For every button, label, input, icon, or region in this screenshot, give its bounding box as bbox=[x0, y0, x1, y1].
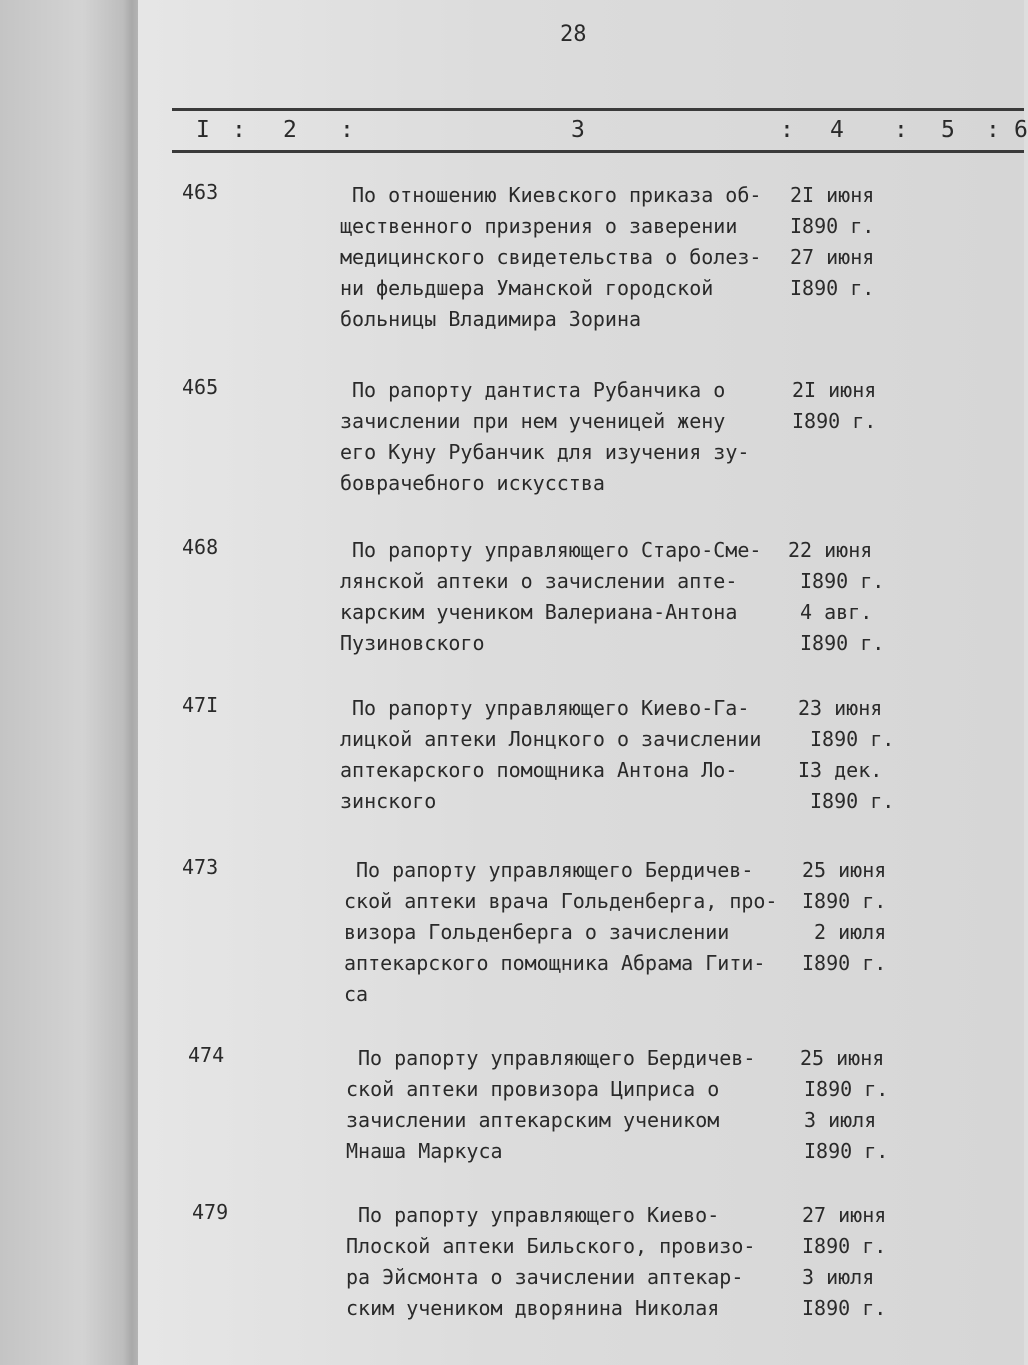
entry-date: 25 июня bbox=[802, 858, 887, 882]
entry-date: 27 июня bbox=[802, 1203, 887, 1227]
header-col-5: 5 bbox=[941, 117, 955, 143]
header-col-6: 6 bbox=[1014, 117, 1028, 143]
entry-dates bbox=[800, 1043, 888, 1167]
entry-line: лицкой аптеки Лонцкого о зачислении bbox=[340, 727, 762, 751]
entry-date: 23 июня bbox=[798, 696, 883, 720]
entry-date: 3 июля bbox=[802, 1265, 875, 1289]
entry-line: зачислении аптекарским учеником bbox=[346, 1108, 720, 1132]
entry-line: зинского bbox=[340, 789, 437, 813]
entry-line: боврачебного искусства bbox=[340, 471, 605, 495]
entry-line: ни фельдшера Уманской городской bbox=[340, 276, 714, 300]
entry-date: 22 июня bbox=[788, 538, 873, 562]
entry-date: 25 июня bbox=[800, 1046, 885, 1070]
entry-line: больницы Владимира Зорина bbox=[340, 307, 642, 331]
entry-line: его Куну Рубанчик для изучения зу- bbox=[340, 440, 750, 464]
header-rule-top bbox=[172, 108, 1024, 111]
entry-number: 468 bbox=[182, 535, 219, 559]
entry-dates bbox=[802, 1200, 886, 1324]
entry-date: 2I июня bbox=[792, 378, 877, 402]
entry-description bbox=[344, 855, 816, 1010]
entry-line: По рапорту управляющего Киево-Га- bbox=[352, 696, 750, 720]
entry-line: карским учеником Валериана-Антона bbox=[340, 600, 738, 624]
entry-line: ским учеником дворянина Николая bbox=[346, 1296, 720, 1320]
entry-number: 479 bbox=[192, 1200, 229, 1224]
entry-number: 473 bbox=[182, 855, 219, 879]
entry-description bbox=[340, 693, 812, 817]
entry-date: I890 г. bbox=[800, 569, 885, 593]
entry-date: I890 г. bbox=[810, 789, 895, 813]
entry-number: 47I bbox=[182, 693, 219, 717]
entry-date: I890 г. bbox=[800, 631, 885, 655]
entry-date: I890 г. bbox=[810, 727, 895, 751]
entry-line: медицинского свидетельства о болез- bbox=[340, 245, 762, 269]
header-sep: : bbox=[986, 117, 1000, 143]
entry-description bbox=[340, 375, 812, 499]
entry-number: 463 bbox=[182, 180, 219, 204]
entry-date: I890 г. bbox=[802, 1234, 887, 1258]
entry-date: 2I июня bbox=[790, 183, 875, 207]
header-col-1: I bbox=[196, 117, 210, 143]
entry-line: По рапорту управляющего Старо-Сме- bbox=[352, 538, 762, 562]
header-col-2: 2 bbox=[283, 117, 297, 143]
entry-date: 3 июля bbox=[804, 1108, 877, 1132]
entry-line: ской аптеки врача Гольденберга, про- bbox=[344, 889, 778, 913]
entry-line: ской аптеки провизора Циприса о bbox=[346, 1077, 720, 1101]
entry-date: I890 г. bbox=[804, 1077, 889, 1101]
entry-date: I890 г. bbox=[802, 951, 887, 975]
entry-line: Мнаша Маркуса bbox=[346, 1139, 503, 1163]
entry-date: I890 г. bbox=[802, 889, 887, 913]
entry-date: I890 г. bbox=[790, 276, 875, 300]
entry-date: I890 г. bbox=[792, 409, 877, 433]
header-col-4: 4 bbox=[830, 117, 844, 143]
entry-line: Плоской аптеки Бильского, провизо- bbox=[346, 1234, 756, 1258]
entry-dates bbox=[792, 375, 876, 437]
entry-line: По отношению Киевского приказа об- bbox=[352, 183, 762, 207]
entry-line: ра Эйсмонта о зачислении аптекар- bbox=[346, 1265, 744, 1289]
entry-line: аптекарского помощника Абрама Гити- bbox=[344, 951, 766, 975]
entry-description bbox=[346, 1043, 818, 1167]
header-sep: : bbox=[232, 117, 246, 143]
entry-date: I890 г. bbox=[802, 1296, 887, 1320]
entry-dates bbox=[790, 180, 874, 304]
entry-line: аптекарского помощника Антона Ло- bbox=[340, 758, 738, 782]
header-col-3: 3 bbox=[571, 117, 585, 143]
entry-line: По рапорту управляющего Бердичев- bbox=[358, 1046, 756, 1070]
entry-description bbox=[340, 535, 812, 659]
entry-line: щественного призрения о заверении bbox=[340, 214, 738, 238]
entry-line: Пузиновского bbox=[340, 631, 485, 655]
entry-date: 4 авг. bbox=[800, 600, 873, 624]
entry-date: 2 июля bbox=[814, 920, 887, 944]
entry-description bbox=[340, 180, 812, 335]
entry-line: По рапорту управляющего Бердичев- bbox=[356, 858, 754, 882]
entry-line: По рапорту дантиста Рубанчика о bbox=[352, 378, 726, 402]
entry-line: лянской аптеки о зачислении апте- bbox=[340, 569, 738, 593]
entry-date: I890 г. bbox=[790, 214, 875, 238]
entry-date: 27 июня bbox=[790, 245, 875, 269]
entry-line: са bbox=[344, 982, 369, 1006]
entry-date: I890 г. bbox=[804, 1139, 889, 1163]
entry-dates bbox=[788, 535, 884, 659]
entry-date: I3 дек. bbox=[798, 758, 883, 782]
entry-line: зачислении при нем ученицей жену bbox=[340, 409, 726, 433]
entry-number: 474 bbox=[188, 1043, 225, 1067]
entry-number: 465 bbox=[182, 375, 219, 399]
header-sep: : bbox=[894, 117, 908, 143]
book-binding bbox=[0, 0, 150, 1365]
entry-line: визора Гольденберга о зачислении bbox=[344, 920, 730, 944]
entry-dates bbox=[798, 693, 894, 817]
header-rule-bottom bbox=[172, 150, 1024, 153]
page-number: 28 bbox=[560, 22, 587, 47]
entry-line: По рапорту управляющего Киево- bbox=[358, 1203, 720, 1227]
header-sep: : bbox=[780, 117, 794, 143]
entry-description bbox=[346, 1200, 818, 1324]
header-sep: : bbox=[340, 117, 354, 143]
entry-dates bbox=[802, 855, 886, 979]
